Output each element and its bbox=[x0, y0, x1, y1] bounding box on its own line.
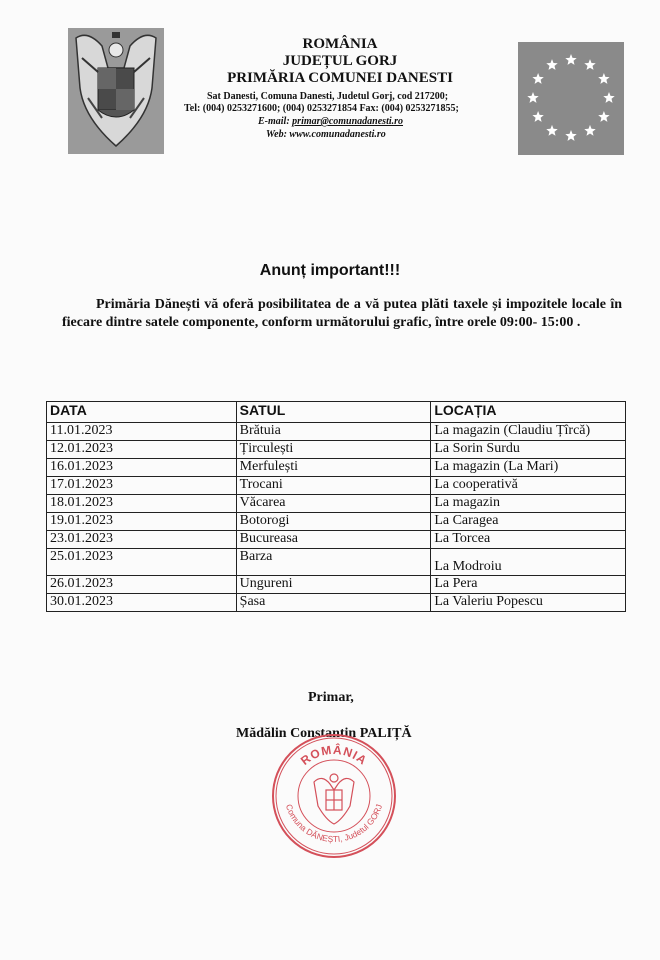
eu-flag-icon bbox=[518, 42, 624, 155]
stamp-emblem-icon bbox=[314, 774, 354, 824]
row-village: Ungureni bbox=[236, 576, 431, 594]
country-heading: ROMÂNIA bbox=[302, 36, 378, 52]
row-location: La magazin bbox=[431, 495, 626, 513]
table-row bbox=[47, 459, 626, 477]
table-row bbox=[47, 423, 626, 441]
header-location: LOCAȚIA bbox=[431, 402, 626, 423]
row-location: La Torcea bbox=[431, 531, 626, 549]
announcement-title: Anunț important!!! bbox=[259, 262, 401, 279]
phone-line: Tel: (004) 0253271600; (004) 0253271854 Fax: (004) 0253271855; bbox=[184, 103, 459, 114]
row-village: Brătuia bbox=[236, 423, 431, 441]
table-row bbox=[47, 531, 626, 549]
row-date: 11.01.2023 bbox=[47, 423, 237, 441]
table-row bbox=[47, 594, 626, 612]
row-location: La Modroiu bbox=[431, 549, 626, 576]
table-row bbox=[47, 576, 626, 594]
row-location: La Valeriu Popescu bbox=[431, 594, 626, 612]
table-row bbox=[47, 495, 626, 513]
row-village: Merfulești bbox=[236, 459, 431, 477]
row-date: 25.01.2023 bbox=[47, 549, 237, 576]
row-location: La Caragea bbox=[431, 513, 626, 531]
coat-of-arms-icon bbox=[68, 28, 164, 154]
row-date: 23.01.2023 bbox=[47, 531, 237, 549]
schedule-table bbox=[46, 401, 626, 612]
web-line[interactable]: Web: www.comunadanesti.ro bbox=[266, 129, 386, 140]
row-date: 17.01.2023 bbox=[47, 477, 237, 495]
row-date: 16.01.2023 bbox=[47, 459, 237, 477]
table-header-row bbox=[47, 402, 626, 423]
county-heading: JUDEȚUL GORJ bbox=[282, 53, 398, 69]
row-date: 26.01.2023 bbox=[47, 576, 237, 594]
announcement-text: Primăria Dănești vă oferă posibilitatea de a vă putea plăti taxele și impozitele locale în fiecare dintre satele componente, conform următorului grafic, între orele 09:00- 15:00 . bbox=[62, 297, 622, 330]
row-location: La magazin (Claudiu Țîrcă) bbox=[431, 423, 626, 441]
row-village: Trocani bbox=[236, 477, 431, 495]
table-row bbox=[47, 513, 626, 531]
row-date: 19.01.2023 bbox=[47, 513, 237, 531]
header-date: DATA bbox=[47, 402, 237, 423]
row-date: 30.01.2023 bbox=[47, 594, 237, 612]
header-village: SATUL bbox=[236, 402, 431, 423]
office-heading: PRIMĂRIA COMUNEI DANESTI bbox=[227, 70, 453, 86]
row-location: La Pera bbox=[431, 576, 626, 594]
table-row bbox=[47, 549, 626, 576]
row-village: Barza bbox=[236, 549, 431, 576]
email-line bbox=[258, 115, 403, 128]
mayor-name: Mădălin Constantin PALIȚĂ bbox=[236, 726, 412, 741]
row-location: La magazin (La Mari) bbox=[431, 459, 626, 477]
announcement-paragraph bbox=[62, 296, 622, 332]
row-location: La Sorin Surdu bbox=[431, 441, 626, 459]
svg-text:Comuna DĂNEȘTI, Judetul GORJ: Comuna DĂNEȘTI, Judetul GORJ bbox=[283, 802, 385, 845]
svg-text:ROMÂNIA: ROMÂNIA bbox=[297, 742, 371, 768]
email-label: E-mail: bbox=[258, 116, 290, 127]
row-village: Văcarea bbox=[236, 495, 431, 513]
row-village: Botorogi bbox=[236, 513, 431, 531]
address-line: Sat Danesti, Comuna Danesti, Judetul Gorj, cod 217200; bbox=[207, 91, 449, 102]
row-village: Bucureasa bbox=[236, 531, 431, 549]
header-block bbox=[180, 36, 500, 87]
email-link[interactable]: primar@comunadanesti.ro bbox=[292, 116, 404, 127]
table-row bbox=[47, 441, 626, 459]
table-row bbox=[47, 477, 626, 495]
row-location: La cooperativă bbox=[431, 477, 626, 495]
row-village: Țirculești bbox=[236, 441, 431, 459]
row-date: 12.01.2023 bbox=[47, 441, 237, 459]
row-date: 18.01.2023 bbox=[47, 495, 237, 513]
official-stamp bbox=[270, 732, 398, 860]
row-village: Șasa bbox=[236, 594, 431, 612]
mayor-title: Primar, bbox=[308, 690, 354, 705]
